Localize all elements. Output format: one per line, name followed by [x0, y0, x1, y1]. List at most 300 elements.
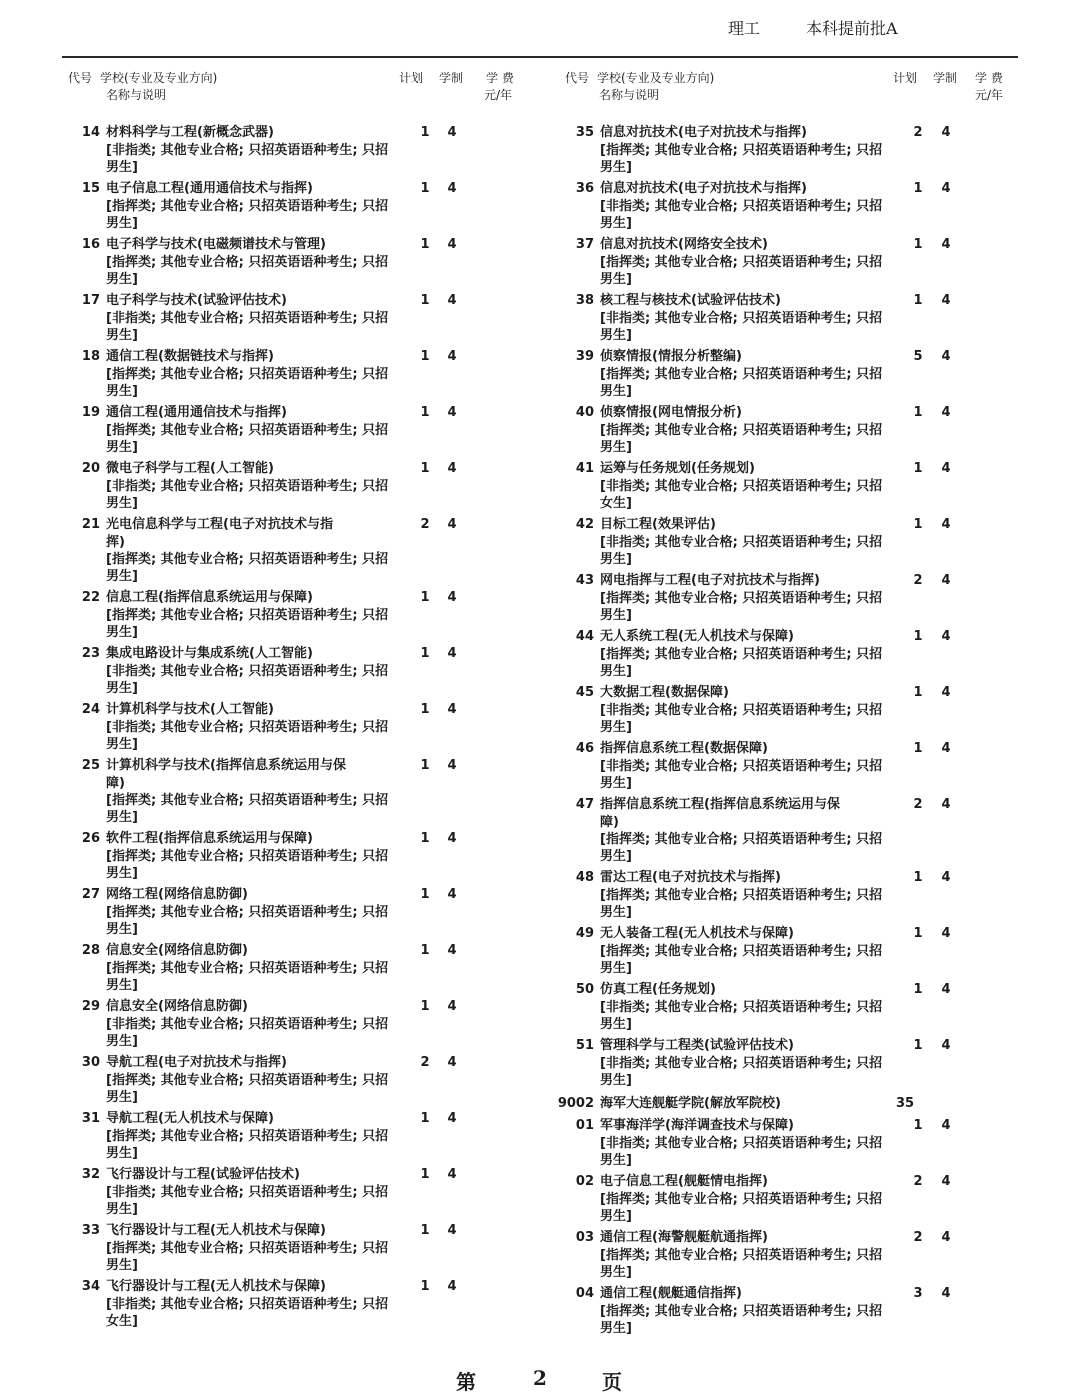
- major-name: 信息对抗技术(电子对抗技术与指挥): [600, 125, 807, 140]
- major-name: 仿真工程(任务规划): [600, 982, 716, 997]
- column-header-right: [565, 70, 1035, 104]
- major-plan: 1: [913, 181, 923, 196]
- major-line: [64, 1278, 484, 1296]
- major-code: 18: [81, 349, 100, 364]
- major-note: [指挥类; 其他专业合格; 只招英语语种考生; 只招男生]: [106, 608, 389, 640]
- major-line: [558, 124, 978, 142]
- major-line: [64, 292, 484, 310]
- major-entry: [558, 348, 978, 400]
- major-name: 计算机科学与技术(指挥信息系统运用与保: [106, 758, 346, 773]
- major-entry: [64, 516, 484, 585]
- major-line: [558, 869, 978, 887]
- major-plan: 1: [420, 1223, 430, 1238]
- major-note: [非指类; 其他专业合格; 只招英语语种考生; 只招男生]: [600, 1136, 883, 1168]
- major-note: [非指类; 其他专业合格; 只招英语语种考生; 只招男生]: [600, 535, 883, 567]
- major-note: [指挥类; 其他专业合格; 只招英语语种考生; 只招男生]: [600, 888, 883, 920]
- major-note: [指挥类; 其他专业合格; 只招英语语种考生; 只招男生]: [600, 1304, 883, 1336]
- major-years: 4: [941, 517, 951, 532]
- major-code: 49: [575, 926, 594, 941]
- major-note: [非指类; 其他专业合格; 只招英语语种考生; 只招男生]: [600, 1000, 883, 1032]
- major-plan: 1: [420, 293, 430, 308]
- major-entry: [64, 1054, 484, 1106]
- major-years: 4: [941, 685, 951, 700]
- major-note: [指挥类; 其他专业合格; 只招英语语种考生; 只招男生]: [600, 1192, 883, 1224]
- left-column: [64, 124, 484, 1334]
- major-name: 雷达工程(电子对抗技术与指挥): [600, 870, 781, 885]
- major-plan: 1: [913, 293, 923, 308]
- major-years: 4: [447, 758, 457, 773]
- col-fee-unit-label: 元/年: [975, 88, 1004, 102]
- major-years: 4: [447, 943, 457, 958]
- major-code: 16: [81, 237, 100, 252]
- major-note: [非指类; 其他专业合格; 只招英语语种考生; 只招男生]: [600, 1056, 883, 1088]
- header-batch: 本科提前批A: [806, 19, 898, 38]
- major-entry: [558, 796, 978, 865]
- school-row: [558, 1093, 978, 1115]
- major-code: 04: [575, 1286, 594, 1301]
- major-years: 4: [447, 1279, 457, 1294]
- major-entry: [558, 404, 978, 456]
- major-years: 4: [941, 573, 951, 588]
- major-entry: [64, 404, 484, 456]
- col-code-label: 代号: [68, 71, 93, 85]
- major-code: 44: [575, 629, 594, 644]
- major-note: [非指类; 其他专业合格; 只招英语语种考生; 只招女生]: [600, 479, 883, 511]
- page-footer-prefix: 第: [456, 1370, 476, 1394]
- major-plan: 1: [913, 685, 923, 700]
- major-years: 4: [447, 831, 457, 846]
- major-name: 材料科学与工程(新概念武器): [106, 125, 274, 140]
- major-line: [558, 796, 978, 814]
- major-years: 4: [447, 237, 457, 252]
- major-code: 41: [575, 461, 594, 476]
- major-note: [指挥类; 其他专业合格; 只招英语语种考生; 只招男生]: [600, 944, 883, 976]
- major-code: 45: [575, 685, 594, 700]
- major-code: 31: [81, 1111, 100, 1126]
- major-name: 通信工程(海警舰艇航通指挥): [600, 1230, 768, 1245]
- major-plan: 2: [913, 797, 923, 812]
- major-code: 51: [575, 1038, 594, 1053]
- major-line: [558, 460, 978, 478]
- major-code: 42: [575, 517, 594, 532]
- major-name: 军事海洋学(海洋调查技术与保障): [600, 1118, 794, 1133]
- major-entry: [558, 1173, 978, 1225]
- major-years: 4: [941, 926, 951, 941]
- major-years: 4: [941, 1174, 951, 1189]
- major-line: [558, 1117, 978, 1135]
- major-note: [非指类; 其他专业合格; 只招英语语种考生; 只招男生]: [600, 703, 883, 735]
- col-name-label: 名称与说明: [599, 88, 660, 102]
- major-name: 电子科学与技术(电磁频谱技术与管理): [106, 237, 326, 252]
- major-plan: 1: [420, 943, 430, 958]
- major-code: 37: [575, 237, 594, 252]
- major-note: [指挥类; 其他专业合格; 只招英语语种考生; 只招男生]: [600, 423, 883, 455]
- major-plan: 1: [420, 999, 430, 1014]
- major-plan: 1: [913, 1118, 923, 1133]
- major-years: 4: [447, 646, 457, 661]
- major-entry: [558, 628, 978, 680]
- major-years: 4: [447, 293, 457, 308]
- major-years: 4: [941, 1038, 951, 1053]
- major-name: 计算机科学与技术(人工智能): [106, 702, 274, 717]
- major-plan: 2: [420, 517, 430, 532]
- major-years: 4: [447, 461, 457, 476]
- major-line: [64, 998, 484, 1016]
- major-entry: [64, 1278, 484, 1330]
- col-code-label: 代号: [565, 71, 590, 85]
- major-name: 信息安全(网络信息防御): [106, 943, 248, 958]
- major-note: [指挥类; 其他专业合格; 只招英语语种考生; 只招男生]: [106, 367, 389, 399]
- major-years: 4: [941, 1286, 951, 1301]
- right-column: [558, 124, 978, 1341]
- major-name: 信息安全(网络信息防御): [106, 999, 248, 1014]
- major-line: [64, 886, 484, 904]
- major-years: 4: [941, 181, 951, 196]
- major-name: 导航工程(无人机技术与保障): [106, 1111, 274, 1126]
- col-name-label: 名称与说明: [106, 88, 167, 102]
- major-code: 19: [81, 405, 100, 420]
- major-note: [指挥类; 其他专业合格; 只招英语语种考生; 只招男生]: [106, 961, 389, 993]
- major-years: 4: [447, 1167, 457, 1182]
- major-years: 4: [941, 629, 951, 644]
- major-entry: [64, 292, 484, 344]
- major-code: 50: [575, 982, 594, 997]
- major-code: 27: [81, 887, 100, 902]
- major-name: 软件工程(指挥信息系统运用与保障): [106, 831, 313, 846]
- col-plan-label: 计划: [399, 71, 424, 85]
- major-years: 4: [447, 999, 457, 1014]
- major-line: [558, 925, 978, 943]
- major-years: 4: [447, 1111, 457, 1126]
- major-entry: [558, 684, 978, 736]
- major-years: 4: [447, 181, 457, 196]
- major-years: 4: [941, 797, 951, 812]
- major-line: [558, 684, 978, 702]
- major-note: [指挥类; 其他专业合格; 只招英语语种考生; 只招男生]: [106, 849, 389, 881]
- major-code: 39: [575, 349, 594, 364]
- major-code: 40: [575, 405, 594, 420]
- major-years: 4: [447, 1055, 457, 1070]
- major-code: 38: [575, 293, 594, 308]
- major-name: 无人装备工程(无人机技术与保障): [600, 926, 794, 941]
- major-note: [非指类; 其他专业合格; 只招英语语种考生; 只招男生]: [106, 311, 389, 343]
- major-entry: [558, 981, 978, 1033]
- major-name: 大数据工程(数据保障): [600, 685, 729, 700]
- major-name: 信息工程(指挥信息系统运用与保障): [106, 590, 313, 605]
- col-fee-unit-label: 元/年: [484, 88, 513, 102]
- col-plan-label: 计划: [893, 71, 918, 85]
- major-years: 4: [941, 870, 951, 885]
- major-line: [64, 516, 484, 534]
- major-plan: 1: [420, 237, 430, 252]
- major-name-continued: 挥): [106, 535, 125, 550]
- major-line: [558, 292, 978, 310]
- major-entry: [64, 460, 484, 512]
- major-note: [指挥类; 其他专业合格; 只招英语语种考生; 只招男生]: [106, 1241, 389, 1273]
- major-plan: 1: [420, 1279, 430, 1294]
- major-entry: [558, 124, 978, 176]
- major-entry: [64, 942, 484, 994]
- major-plan: 1: [420, 1111, 430, 1126]
- major-code: 28: [81, 943, 100, 958]
- major-entry: [558, 292, 978, 344]
- major-note: [指挥类; 其他专业合格; 只招英语语种考生; 只招男生]: [600, 591, 883, 623]
- major-plan: 1: [420, 831, 430, 846]
- major-note: [非指类; 其他专业合格; 只招英语语种考生; 只招男生]: [600, 759, 883, 791]
- major-entry: [64, 1166, 484, 1218]
- major-note: [非指类; 其他专业合格; 只招英语语种考生; 只招男生]: [600, 199, 883, 231]
- major-plan: 1: [913, 741, 923, 756]
- major-entry: [64, 180, 484, 232]
- major-name-continued: 障): [600, 815, 619, 830]
- major-years: 4: [941, 1230, 951, 1245]
- major-plan: 1: [420, 646, 430, 661]
- major-note: [指挥类; 其他专业合格; 只招英语语种考生; 只招男生]: [106, 793, 389, 825]
- col-school-label: 学校(专业及专业方向): [597, 71, 715, 85]
- major-note: [指挥类; 其他专业合格; 只招英语语种考生; 只招男生]: [600, 832, 883, 864]
- major-line: [64, 1222, 484, 1240]
- major-line: [64, 757, 484, 775]
- major-plan: 1: [420, 590, 430, 605]
- major-line: [64, 942, 484, 960]
- major-note: [指挥类; 其他专业合格; 只招英语语种考生; 只招男生]: [106, 1073, 389, 1105]
- major-entry: [64, 124, 484, 176]
- column-header-left: [68, 70, 538, 104]
- major-line: [64, 1110, 484, 1128]
- header-category: 理工: [728, 19, 761, 38]
- major-entry: [558, 925, 978, 977]
- major-code: 21: [81, 517, 100, 532]
- major-line: [558, 180, 978, 198]
- major-note: [非指类; 其他专业合格; 只招英语语种考生; 只招女生]: [106, 1297, 389, 1329]
- major-plan: 2: [420, 1055, 430, 1070]
- major-name: 通信工程(舰艇通信指挥): [600, 1286, 742, 1301]
- major-plan: 1: [913, 629, 923, 644]
- major-plan: 1: [420, 1167, 430, 1182]
- col-years-label: 学制: [439, 71, 464, 85]
- major-code: 17: [81, 293, 100, 308]
- major-years: 4: [941, 405, 951, 420]
- major-plan: 2: [913, 1174, 923, 1189]
- major-years: 4: [941, 237, 951, 252]
- major-years: 4: [941, 741, 951, 756]
- school-name: 海军大连舰艇学院(解放军院校): [600, 1096, 781, 1111]
- major-line: [64, 589, 484, 607]
- major-name: 侦察情报(网电情报分析): [600, 405, 742, 420]
- major-plan: 2: [913, 125, 923, 140]
- major-name: 信息对抗技术(网络安全技术): [600, 237, 768, 252]
- major-name: 导航工程(电子对抗技术与指挥): [106, 1055, 287, 1070]
- major-entry: [558, 740, 978, 792]
- major-plan: 1: [913, 405, 923, 420]
- major-name: 集成电路设计与集成系统(人工智能): [106, 646, 313, 661]
- major-entry: [558, 1229, 978, 1281]
- major-note: [指挥类; 其他专业合格; 只招英语语种考生; 只招男生]: [600, 647, 883, 679]
- major-line: [558, 740, 978, 758]
- major-name: 电子信息工程(通用通信技术与指挥): [106, 181, 313, 196]
- major-line: [64, 1166, 484, 1184]
- major-code: 02: [575, 1174, 594, 1189]
- major-entry: [64, 645, 484, 697]
- major-years: 4: [941, 982, 951, 997]
- major-entry: [558, 1037, 978, 1089]
- major-name: 无人系统工程(无人机技术与保障): [600, 629, 794, 644]
- major-line: [558, 1037, 978, 1055]
- major-code: 15: [81, 181, 100, 196]
- major-plan: 1: [913, 926, 923, 941]
- major-code: 47: [575, 797, 594, 812]
- major-years: 4: [447, 517, 457, 532]
- major-plan: 3: [913, 1286, 923, 1301]
- major-plan: 1: [420, 405, 430, 420]
- major-name: 运筹与任务规划(任务规划): [600, 461, 755, 476]
- major-name: 信息对抗技术(电子对抗技术与指挥): [600, 181, 807, 196]
- major-years: 4: [941, 349, 951, 364]
- major-code: 20: [81, 461, 100, 476]
- major-line: [558, 1229, 978, 1247]
- major-name: 指挥信息系统工程(数据保障): [600, 741, 768, 756]
- col-fee-label: 学 费: [975, 71, 1003, 85]
- major-plan: 1: [913, 517, 923, 532]
- major-line: [64, 404, 484, 422]
- major-line: [558, 572, 978, 590]
- major-code: 33: [81, 1223, 100, 1238]
- major-entry: [64, 886, 484, 938]
- major-entry: [558, 869, 978, 921]
- major-line: [558, 236, 978, 254]
- school-plan: 35: [896, 1096, 915, 1111]
- major-line: [558, 628, 978, 646]
- major-plan: 1: [913, 982, 923, 997]
- major-name: 网络工程(网络信息防御): [106, 887, 248, 902]
- major-years: 4: [447, 1223, 457, 1238]
- major-line: [64, 645, 484, 663]
- major-years: 4: [447, 405, 457, 420]
- major-code: 30: [81, 1055, 100, 1070]
- major-name: 飞行器设计与工程(无人机技术与保障): [106, 1279, 326, 1294]
- col-years-label: 学制: [933, 71, 958, 85]
- major-note: [指挥类; 其他专业合格; 只招英语语种考生; 只招男生]: [600, 255, 883, 287]
- major-code: 29: [81, 999, 100, 1014]
- major-entry: [64, 1110, 484, 1162]
- major-line: [558, 981, 978, 999]
- major-line: [558, 516, 978, 534]
- major-note: [非指类; 其他专业合格; 只招英语语种考生; 只招男生]: [106, 1017, 389, 1049]
- major-line: [64, 460, 484, 478]
- major-entry: [64, 757, 484, 826]
- major-years: 4: [941, 1118, 951, 1133]
- major-line: [64, 1054, 484, 1072]
- major-line: [64, 830, 484, 848]
- major-name: 电子信息工程(舰艇情电指挥): [600, 1174, 768, 1189]
- major-name: 通信工程(通用通信技术与指挥): [106, 405, 287, 420]
- major-entry: [558, 516, 978, 568]
- major-plan: 1: [913, 1038, 923, 1053]
- major-name: 电子科学与技术(试验评估技术): [106, 293, 287, 308]
- major-note: [指挥类; 其他专业合格; 只招英语语种考生; 只招男生]: [600, 143, 883, 175]
- major-line: [64, 124, 484, 142]
- major-name: 微电子科学与工程(人工智能): [106, 461, 274, 476]
- major-name: 指挥信息系统工程(指挥信息系统运用与保: [600, 797, 840, 812]
- major-years: 4: [447, 125, 457, 140]
- major-line: [558, 348, 978, 366]
- major-note: [指挥类; 其他专业合格; 只招英语语种考生; 只招男生]: [106, 423, 389, 455]
- major-entry: [64, 589, 484, 641]
- major-entry: [64, 348, 484, 400]
- major-name: 目标工程(效果评估): [600, 517, 716, 532]
- major-code: 35: [575, 125, 594, 140]
- major-name: 网电指挥与工程(电子对抗技术与指挥): [600, 573, 820, 588]
- school-code: 9002: [557, 1096, 594, 1111]
- major-code: 46: [575, 741, 594, 756]
- major-name: 光电信息科学与工程(电子对抗技术与指: [106, 517, 333, 532]
- major-years: 4: [941, 461, 951, 476]
- major-plan: 2: [913, 1230, 923, 1245]
- major-code: 22: [81, 590, 100, 605]
- major-name: 飞行器设计与工程(试验评估技术): [106, 1167, 300, 1182]
- major-entry: [64, 236, 484, 288]
- major-note: [指挥类; 其他专业合格; 只招英语语种考生; 只招男生]: [106, 255, 389, 287]
- col-school-label: 学校(专业及专业方向): [100, 71, 218, 85]
- major-code: 25: [81, 758, 100, 773]
- major-name-continued: 障): [106, 776, 125, 791]
- major-entry: [558, 460, 978, 512]
- major-note: [非指类; 其他专业合格; 只招英语语种考生; 只招男生]: [106, 664, 389, 696]
- major-years: 4: [447, 887, 457, 902]
- major-years: 4: [447, 349, 457, 364]
- major-plan: 1: [420, 125, 430, 140]
- page-footer-suffix: 页: [602, 1370, 622, 1394]
- major-years: 4: [447, 590, 457, 605]
- major-entry: [558, 180, 978, 232]
- major-entry: [558, 1117, 978, 1169]
- major-code: 03: [575, 1230, 594, 1245]
- major-entry: [64, 1222, 484, 1274]
- major-code: 01: [575, 1118, 594, 1133]
- major-plan: 1: [420, 349, 430, 364]
- major-code: 23: [81, 646, 100, 661]
- major-entry: [558, 236, 978, 288]
- major-entry: [64, 701, 484, 753]
- major-name: 飞行器设计与工程(无人机技术与保障): [106, 1223, 326, 1238]
- major-entry: [64, 998, 484, 1050]
- major-note: [指挥类; 其他专业合格; 只招英语语种考生; 只招男生]: [106, 199, 389, 231]
- major-note: [非指类; 其他专业合格; 只招英语语种考生; 只招男生]: [106, 1185, 389, 1217]
- major-years: 4: [941, 125, 951, 140]
- col-fee-label: 学 费: [486, 71, 514, 85]
- major-note: [非指类; 其他专业合格; 只招英语语种考生; 只招男生]: [106, 720, 389, 752]
- major-note: [指挥类; 其他专业合格; 只招英语语种考生; 只招男生]: [600, 367, 883, 399]
- major-line: [64, 348, 484, 366]
- major-note: [指挥类; 其他专业合格; 只招英语语种考生; 只招男生]: [106, 1129, 389, 1161]
- major-code: 26: [81, 831, 100, 846]
- major-line: [64, 236, 484, 254]
- major-years: 4: [941, 293, 951, 308]
- major-note: [非指类; 其他专业合格; 只招英语语种考生; 只招男生]: [106, 479, 389, 511]
- major-name: 侦察情报(情报分析整编): [600, 349, 742, 364]
- major-entry: [558, 1285, 978, 1337]
- major-note: [非指类; 其他专业合格; 只招英语语种考生; 只招男生]: [106, 143, 389, 175]
- major-plan: 1: [420, 887, 430, 902]
- major-code: 48: [575, 870, 594, 885]
- major-line: [558, 1173, 978, 1191]
- major-plan: 1: [420, 758, 430, 773]
- major-plan: 1: [420, 702, 430, 717]
- major-name: 通信工程(数据链技术与指挥): [106, 349, 274, 364]
- major-note: [指挥类; 其他专业合格; 只招英语语种考生; 只招男生]: [106, 905, 389, 937]
- major-plan: 5: [913, 349, 923, 364]
- major-code: 32: [81, 1167, 100, 1182]
